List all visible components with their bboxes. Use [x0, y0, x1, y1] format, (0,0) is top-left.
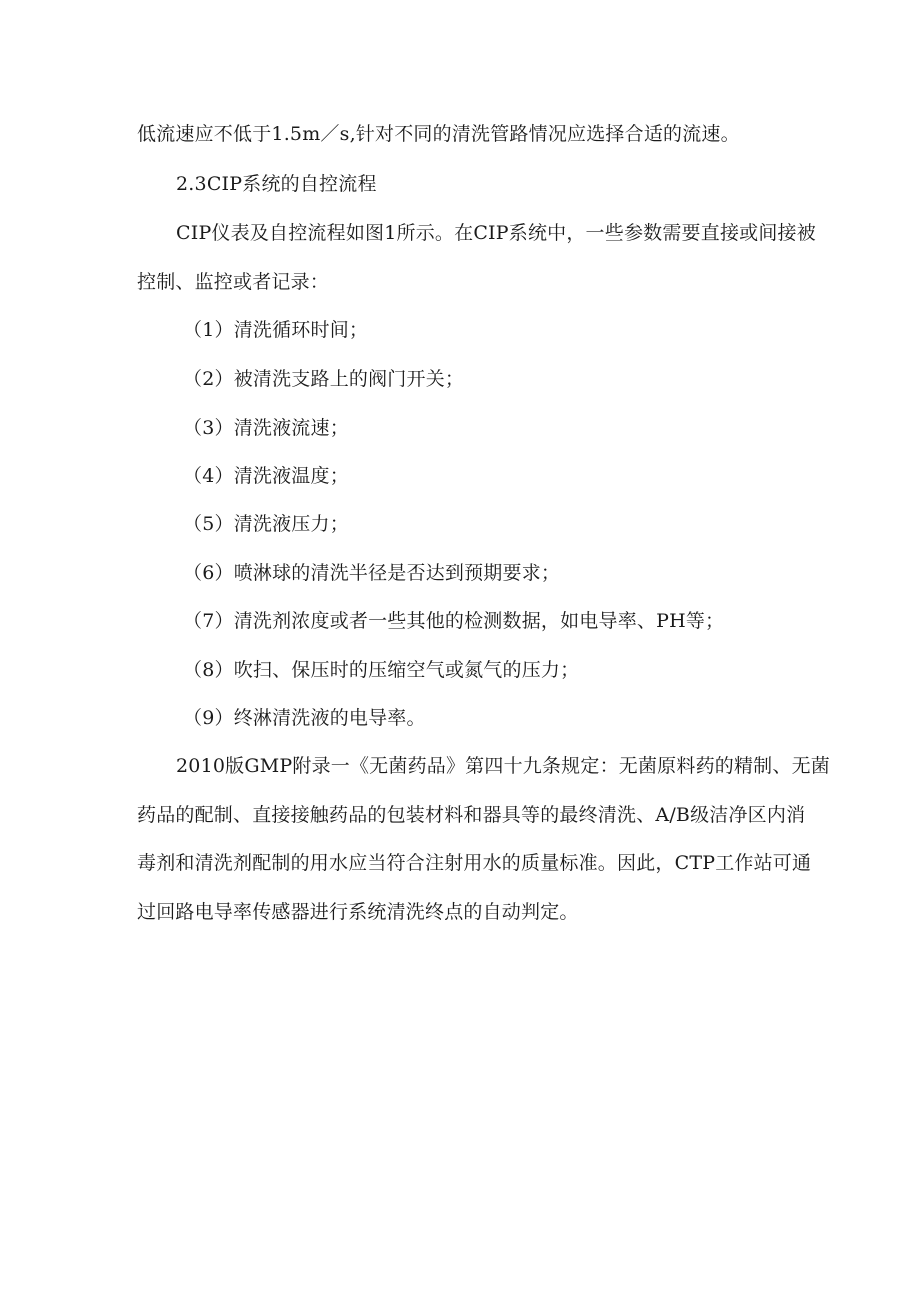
list-item: （6）喷淋球的清洗半径是否达到预期要求；: [183, 562, 561, 584]
paragraph-gmp-line2: 药品的配制、直接接触药品的包装材料和器具等的最终清洗、A/B级洁净区内消: [137, 804, 806, 826]
list-item: （4）清洗液温度；: [183, 465, 349, 487]
paragraph-gmp-line1: 2010版GMP附录一《无菌药品》第四十九条规定：无菌原料药的精制、无菌: [176, 755, 830, 777]
list-item: （2）被清洗支路上的阀门开关；: [183, 368, 465, 390]
paragraph-flow-rate-end: 低流速应不低于1.5m／s,针对不同的清洗管路情况应选择合适的流速。: [137, 123, 740, 145]
paragraph-gmp-line4: 过回路电导率传感器进行系统清洗终点的自动判定。: [137, 901, 579, 923]
list-item: （5）清洗液压力；: [183, 513, 349, 535]
paragraph-gmp-line3: 毒剂和清洗剂配制的用水应当符合注射用水的质量标准。因此，CTP工作站可通: [137, 852, 812, 874]
section-heading: 2.3CIP系统的自控流程: [176, 173, 377, 195]
list-item: （1）清洗循环时间；: [183, 319, 369, 341]
paragraph-intro-line2: 控制、监控或者记录：: [137, 271, 330, 293]
list-item: （9）终淋清洗液的电导率。: [183, 707, 426, 729]
list-item: （8）吹扫、保压时的压缩空气或氮气的压力；: [183, 659, 580, 681]
paragraph-intro-line1: CIP仪表及自控流程如图1所示。在CIP系统中，一些参数需要直接或间接被: [176, 222, 816, 244]
list-item: （7）清洗剂浓度或者一些其他的检测数据，如电导率、PH等；: [183, 610, 725, 632]
list-item: （3）清洗液流速；: [183, 417, 349, 439]
